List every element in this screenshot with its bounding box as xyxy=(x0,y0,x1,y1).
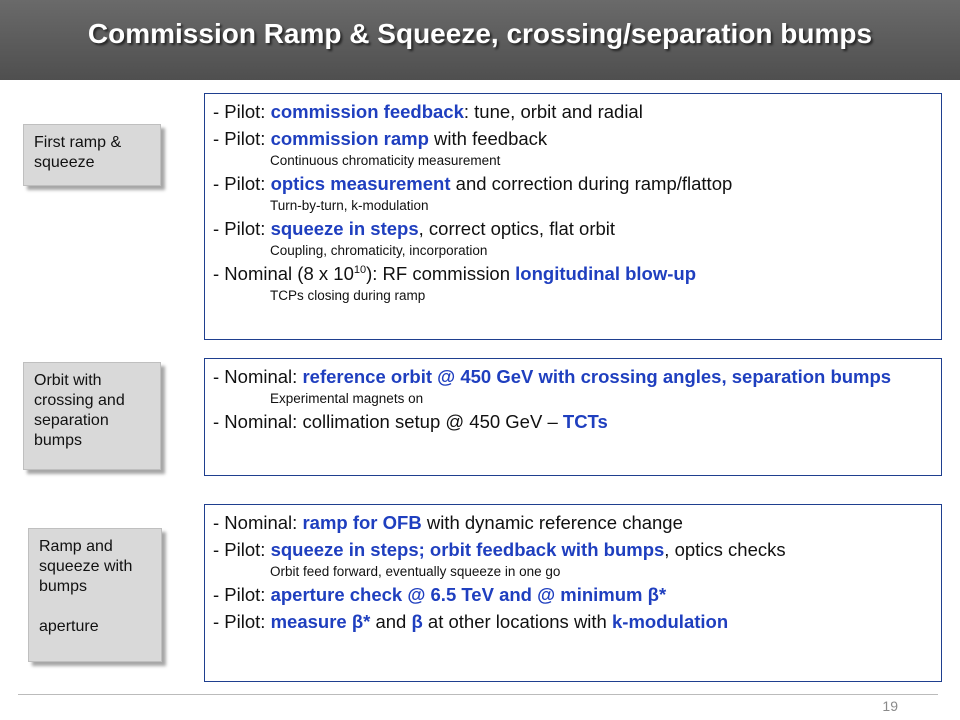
sub-bullet: Coupling, chromaticity, incorporation xyxy=(270,243,488,258)
bullet-line: - Pilot: commission feedback: tune, orbit and radial xyxy=(213,101,643,122)
sub-bullet: Orbit feed forward, eventually squeeze in one go xyxy=(270,564,561,579)
bullet-line: - Pilot: squeeze in steps; orbit feedback with bumps, optics checks xyxy=(213,539,786,560)
content-box-first xyxy=(204,93,942,340)
footer-divider xyxy=(18,694,938,695)
bullet-line: - Nominal: collimation setup @ 450 GeV – TCTs xyxy=(213,411,608,432)
bullet-line: - Pilot: measure β* and β at other locations with k-modulation xyxy=(213,611,729,632)
sub-bullet: Continuous chromaticity measurement xyxy=(270,153,501,168)
label-ramp-squeeze-bumps xyxy=(28,528,162,662)
bullet-line: - Nominal: reference orbit @ 450 GeV with crossing angles, separation bumps xyxy=(213,366,892,387)
bullet-line: - Nominal (8 x $10^{10}$): RF commission longitudinal blow-up xyxy=(213,263,697,284)
slide-title: Commission Ramp & Squeeze, crossing/separation bumps xyxy=(87,18,873,49)
label-first-text: First ramp & squeeze xyxy=(34,134,122,171)
label-second-text: Orbit with crossing and separation bumps xyxy=(34,372,125,449)
sub-bullet: Turn-by-turn, k-modulation xyxy=(270,198,429,213)
sub-bullet: Experimental magnets on xyxy=(270,391,424,406)
bullet-line: - Pilot: aperture check @ 6.5 TeV and @ minimum β* xyxy=(213,584,667,605)
label-first-ramp-squeeze xyxy=(23,124,161,186)
content-box-second xyxy=(204,358,942,476)
page-number: 19 xyxy=(882,698,898,714)
label-third-text: Ramp and squeeze with bumps xyxy=(39,538,133,595)
sub-bullet: TCPs closing during ramp xyxy=(270,288,426,303)
label-orbit-bumps xyxy=(23,362,161,470)
label-third-extra: aperture xyxy=(39,618,99,635)
bullet-line: - Pilot: commission ramp with feedback xyxy=(213,128,548,149)
bullet-line: - Pilot: squeeze in steps, correct optics, flat orbit xyxy=(213,218,616,239)
title-bar xyxy=(0,0,960,80)
content-box-third xyxy=(204,504,942,682)
bullet-line: - Pilot: optics measurement and correction during ramp/flattop xyxy=(213,173,733,194)
bullet-line: - Nominal: ramp for OFB with dynamic reference change xyxy=(213,512,683,533)
